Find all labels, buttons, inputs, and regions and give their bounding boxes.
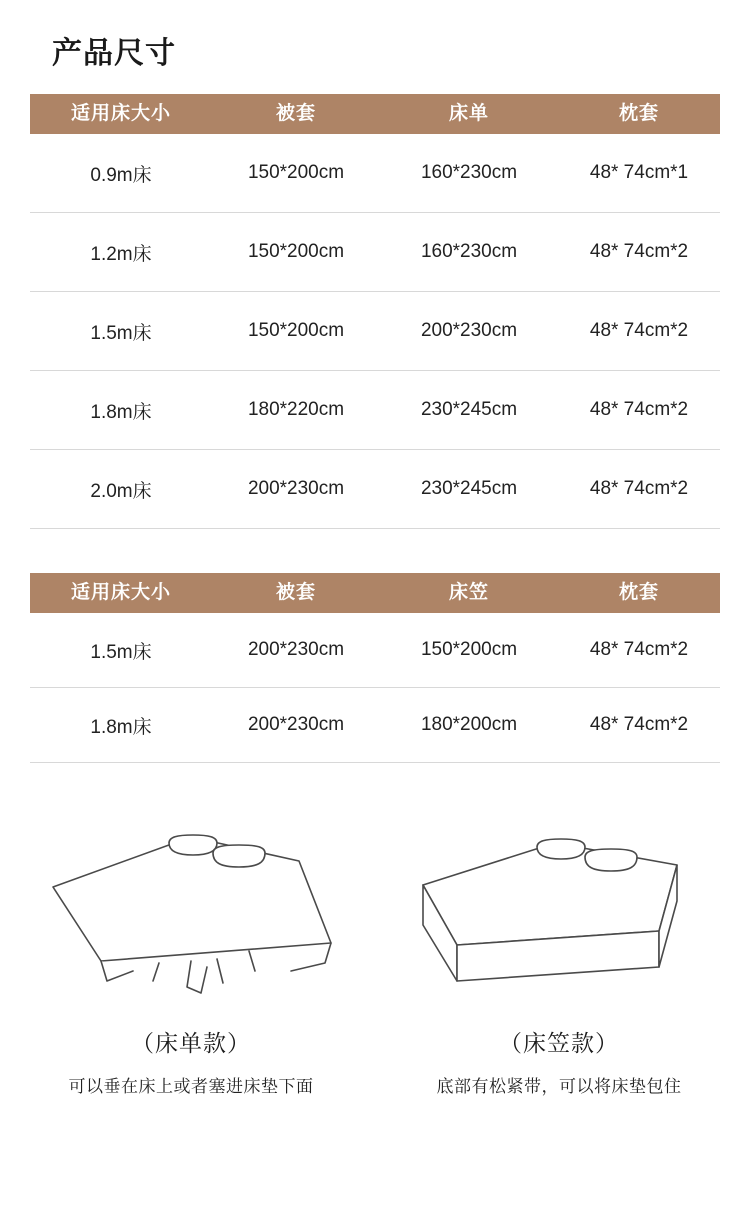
cell-bedsheet: 200*230cm bbox=[380, 292, 558, 371]
table-two-header-pillowcase: 枕套 bbox=[558, 573, 720, 613]
cell-bed-size: 0.9m床 bbox=[30, 134, 212, 213]
cell-bedsheet: 160*230cm bbox=[380, 213, 558, 292]
table-row bbox=[30, 450, 720, 529]
cell-pillowcase: 48* 74cm*2 bbox=[558, 371, 720, 450]
table-one-header-bedsheet: 床单 bbox=[380, 94, 558, 134]
cell-pillowcase: 48* 74cm*2 bbox=[558, 450, 720, 529]
table-one-header bbox=[30, 94, 720, 134]
size-table-two bbox=[30, 573, 720, 763]
table-two-header-fitted-sheet: 床笠 bbox=[380, 573, 558, 613]
cell-duvet-cover: 200*230cm bbox=[212, 450, 380, 529]
product-size-page bbox=[0, 28, 750, 1226]
table-header-row bbox=[30, 94, 720, 134]
table-two-header-duvet-cover: 被套 bbox=[212, 573, 380, 613]
page-title: 产品尺寸 bbox=[52, 37, 176, 70]
table-two-body bbox=[30, 613, 720, 763]
cell-duvet-cover: 150*200cm bbox=[212, 292, 380, 371]
cell-bedsheet: 230*245cm bbox=[380, 450, 558, 529]
fitted-bedsheet-illustration bbox=[399, 821, 719, 1011]
figure-caption: （床笠款） bbox=[499, 1030, 619, 1056]
cell-bed-size: 1.8m床 bbox=[30, 688, 212, 763]
cell-pillowcase: 48* 74cm*2 bbox=[558, 292, 720, 371]
cell-bedsheet: 230*245cm bbox=[380, 371, 558, 450]
cell-duvet-cover: 150*200cm bbox=[212, 134, 380, 213]
table-two-header-bed-size: 适用床大小 bbox=[30, 573, 212, 613]
cell-bedsheet: 160*230cm bbox=[380, 134, 558, 213]
figure-fitted-bedsheet bbox=[399, 821, 719, 1097]
table-row bbox=[30, 213, 720, 292]
cell-bed-size: 1.5m床 bbox=[30, 613, 212, 688]
cell-duvet-cover: 180*220cm bbox=[212, 371, 380, 450]
figure-flat-bedsheet bbox=[31, 821, 351, 1097]
cell-bed-size: 1.8m床 bbox=[30, 371, 212, 450]
size-table-one-wrapper bbox=[30, 94, 720, 529]
cell-pillowcase: 48* 74cm*2 bbox=[558, 688, 720, 763]
figure-caption: （床单款） bbox=[131, 1030, 251, 1056]
cell-duvet-cover: 150*200cm bbox=[212, 213, 380, 292]
cell-bed-size: 1.5m床 bbox=[30, 292, 212, 371]
cell-fitted-sheet: 150*200cm bbox=[380, 613, 558, 688]
cell-pillowcase: 48* 74cm*2 bbox=[558, 213, 720, 292]
table-row bbox=[30, 371, 720, 450]
table-one-header-duvet-cover: 被套 bbox=[212, 94, 380, 134]
cell-duvet-cover: 200*230cm bbox=[212, 688, 380, 763]
figure-note: 底部有松紧带，可以将床垫包住 bbox=[436, 1077, 682, 1096]
table-row bbox=[30, 688, 720, 763]
cell-pillowcase: 48* 74cm*1 bbox=[558, 134, 720, 213]
table-row bbox=[30, 292, 720, 371]
cell-duvet-cover: 200*230cm bbox=[212, 613, 380, 688]
table-row bbox=[30, 613, 720, 688]
table-one-header-bed-size: 适用床大小 bbox=[30, 94, 212, 134]
cell-pillowcase: 48* 74cm*2 bbox=[558, 613, 720, 688]
cell-fitted-sheet: 180*200cm bbox=[380, 688, 558, 763]
size-table-two-wrapper bbox=[30, 573, 720, 763]
table-row bbox=[30, 134, 720, 213]
table-header-row bbox=[30, 573, 720, 613]
table-one-body bbox=[30, 134, 720, 529]
table-two-header bbox=[30, 573, 720, 613]
cell-bed-size: 2.0m床 bbox=[30, 450, 212, 529]
flat-bedsheet-illustration bbox=[31, 821, 351, 1011]
cell-bed-size: 1.2m床 bbox=[30, 213, 212, 292]
size-table-one bbox=[30, 94, 720, 529]
figure-note: 可以垂在床上或者塞进床垫下面 bbox=[68, 1077, 314, 1096]
table-one-header-pillowcase: 枕套 bbox=[558, 94, 720, 134]
illustration-row bbox=[0, 821, 750, 1097]
